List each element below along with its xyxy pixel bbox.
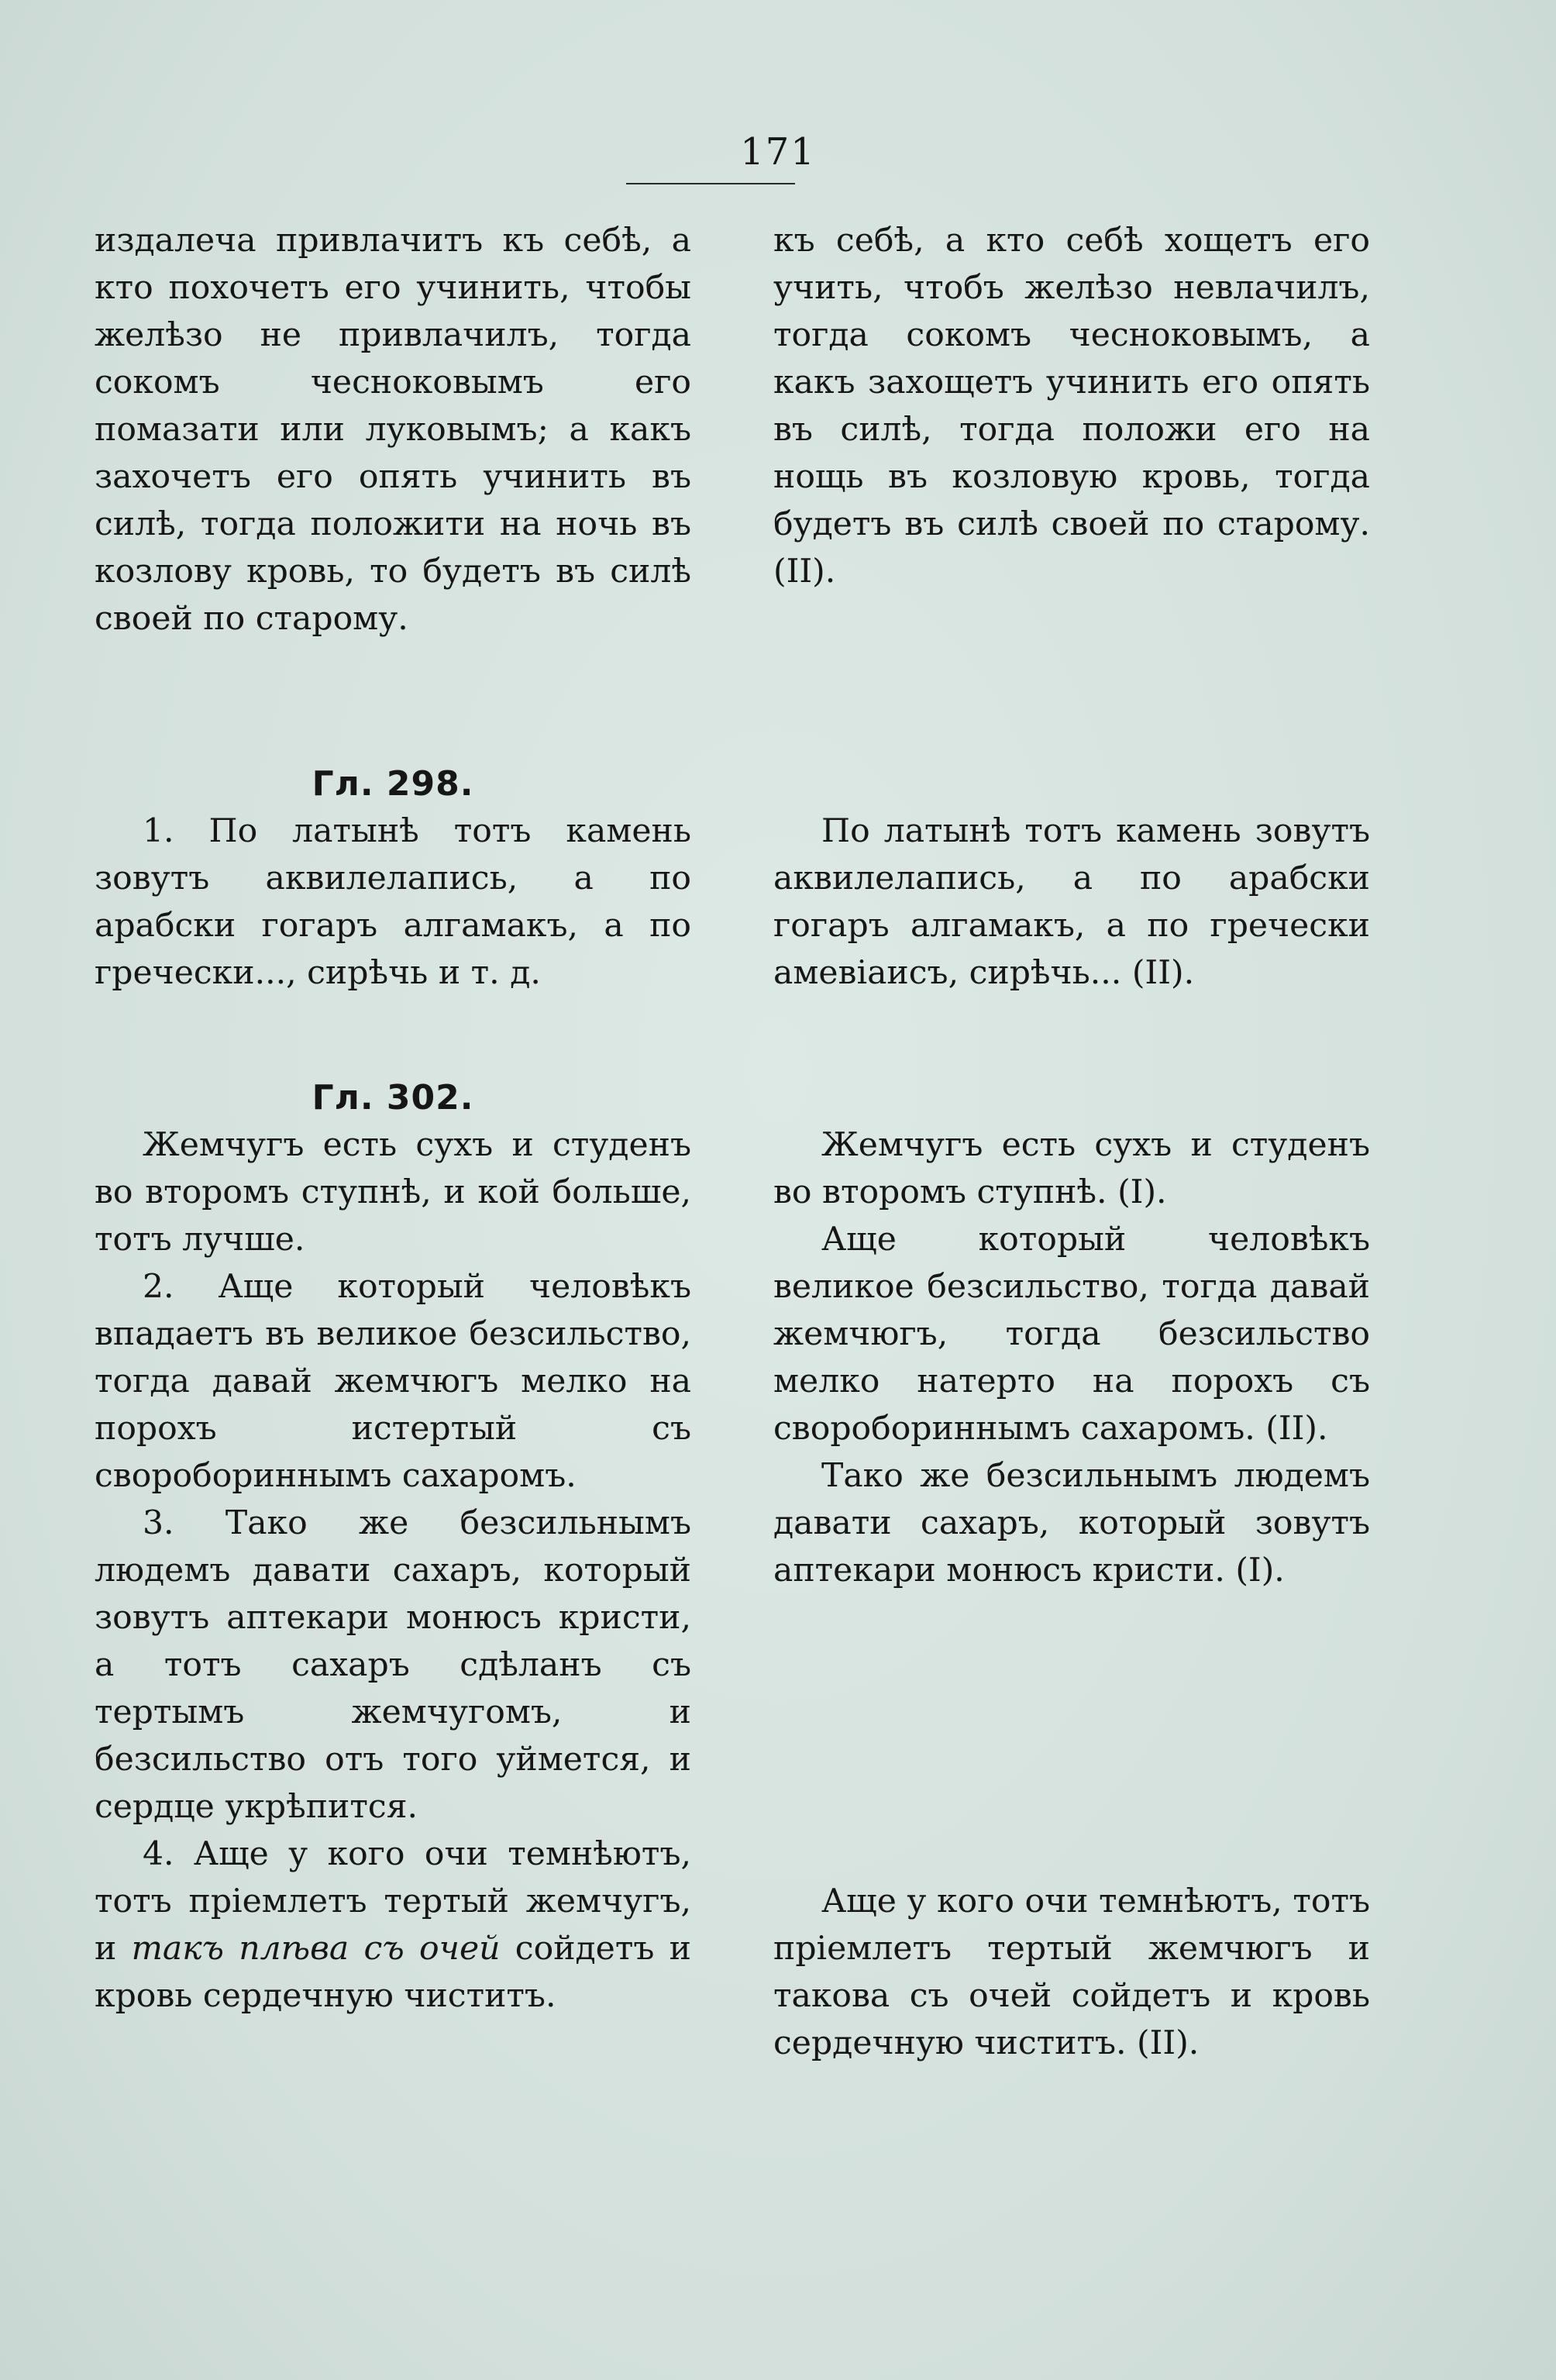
page-number-rule	[626, 183, 795, 184]
right-302-block-4	[773, 1878, 1370, 2067]
right-302-paragraph-4: Аще у кого очи темнѣютъ, тотъ пріемлетъ тертый жемчюгъ и такова съ очей сойдетъ и кровь сердечную чиститъ. (II).	[773, 1882, 1370, 2062]
left-intro-paragraph: издалеча привлачитъ къ себѣ, а кто похочетъ его учинить, чтобы желѣзо не привлачилъ, тогда сокомъ чесноковымъ его помазати или луковымъ; а какъ захочетъ его опять учинить въ силѣ, тогда положити на ночь въ козлову кровь, то будетъ въ силѣ своей по старому.	[95, 222, 691, 638]
chapter-302-paragraph-4-italic: такъ плѣва съ очей	[131, 1930, 501, 1968]
chapter-298-paragraph-1: 1. По латынѣ тотъ камень зовутъ аквилелапись, а по арабски гогаръ алгамакъ, а по гречески..., сирѣчь и т. д.	[95, 812, 691, 992]
chapter-302-paragraph-1: Жемчугъ есть сухъ и студенъ во второмъ ступнѣ, и кой больше, тотъ лучше.	[95, 1126, 691, 1259]
right-302-paragraph-3: Тако же безсильнымъ людемъ давати сахаръ, который зовутъ аптекари монюсъ кристи. (I).	[773, 1457, 1370, 1590]
right-298-paragraph: По латынѣ тотъ камень зовутъ аквилелапись, а по арабски гогаръ алгамакъ, а по гречески амевіаисъ, сирѣчь... (II).	[773, 812, 1370, 992]
right-intro-block	[773, 217, 1370, 595]
page-number: 171	[740, 130, 816, 174]
chapter-302-paragraph-4-start: 4. Аще у кого очи темнѣютъ, тотъ пріемлетъ тертый жемчугъ, и	[95, 1835, 691, 1968]
right-intro-paragraph: къ себѣ, а кто себѣ хощетъ его учить, чтобъ желѣзо невлачилъ, тогда сокомъ чесноковымъ, а какъ захощетъ учинить его опять въ силѣ, тогда положи его на нощь въ козловую кровь, тогда будетъ въ силѣ своей по старому. (II).	[773, 222, 1370, 591]
left-intro-block	[95, 217, 691, 642]
left-chapter-302	[95, 1074, 691, 2020]
chapter-302-heading: Гл. 302.	[312, 1078, 474, 1118]
chapter-302-paragraph-2: 2. Аще который человѣкъ впадаетъ въ великое безсильство, тогда давай жемчюгъ мелко на порохъ истертый съ своробориннымъ сахаромъ.	[95, 1268, 691, 1495]
chapter-298-heading: Гл. 298.	[312, 764, 474, 804]
right-302-paragraph-1: Жемчугъ есть сухъ и студенъ во второмъ ступнѣ. (I).	[773, 1126, 1370, 1211]
right-302-paragraph-2: Аще который человѣкъ великое безсильство, тогда давай жемчюгъ, тогда безсильство мелко натерто на порохъ съ своробориннымъ сахаромъ. (II).	[773, 1221, 1370, 1448]
left-chapter-298	[95, 760, 691, 997]
chapter-302-paragraph-4-end: сойдетъ и кровь сердечную чиститъ.	[95, 1930, 692, 2015]
right-302-block	[773, 1121, 1370, 1594]
right-298-block	[773, 808, 1370, 997]
chapter-302-paragraph-4	[95, 1831, 691, 2020]
chapter-302-paragraph-3: 3. Тако же безсильнымъ людемъ давати сахаръ, который зовутъ аптекари монюсъ кристи, а тотъ сахаръ сдѣланъ съ тертымъ жемчугомъ, и безсильство отъ того уймется, и сердце укрѣпится.	[95, 1504, 691, 1826]
